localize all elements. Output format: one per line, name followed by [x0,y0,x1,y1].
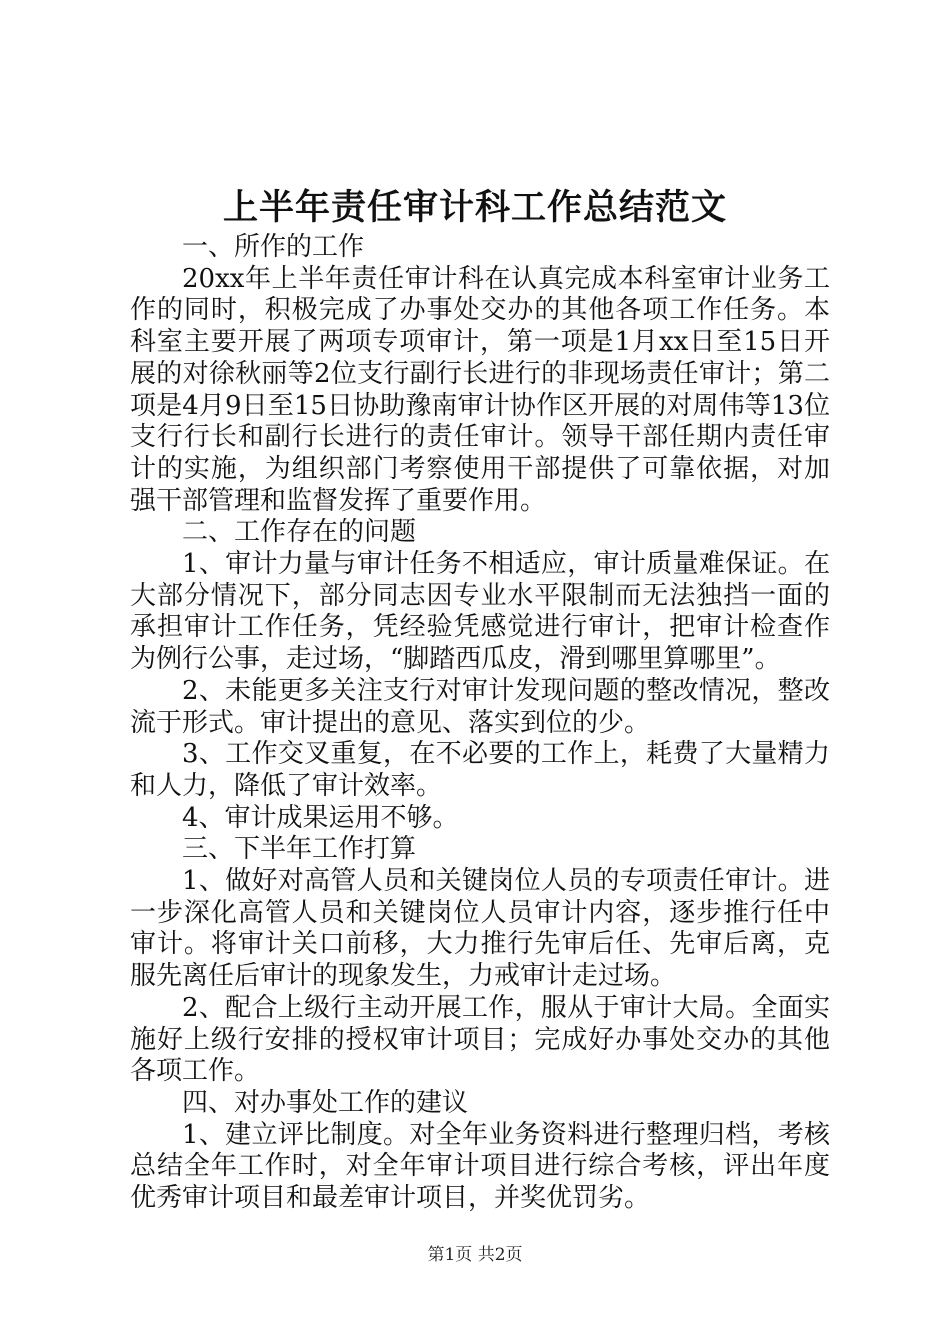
section-heading-3: 三、下半年工作打算 [182,834,417,865]
body-paragraph: 1、做好对高管人员和关键岗位人员的专项责任审计。进一步深化高管人员和关键岗位人员审计内容，逐步推行任中审计。将审计关口前移，大力推行先审后任、先审后离，克服先离任后审计的现象发生，力戒审计走过场。 [130,866,830,992]
page-footer: 第1页 共2页 [427,1245,523,1265]
body-paragraph: 3、工作交叉重复，在不必要的工作上，耗费了大量精力和人力，降低了审计效率。 [130,739,830,801]
body-paragraph: 2、未能更多关注支行对审计发现问题的整改情况，整改流于形式。审计提出的意见、落实到位的少。 [130,675,830,738]
body-paragraph: 2、配合上级行主动开展工作，服从于审计大局。全面实施好上级行安排的授权审计项目；完成好办事处交办的其他各项工作。 [130,992,830,1087]
document-title: 上半年责任审计科工作总结范文 [222,187,727,228]
body-paragraph: 4、审计成果运用不够。 [182,802,459,833]
document-body [130,232,830,1215]
section-heading-4: 四、对办事处工作的建议 [182,1087,469,1118]
body-paragraph: 1、审计力量与审计任务不相适应，审计质量难保证。在大部分情况下，部分同志因专业水平限制而无法独挡一面的承担审计工作任务，凭经验凭感觉进行审计，把审计检查作为例行公事，走过场，“脚踏西瓜皮，滑到哪里算哪里”。 [130,549,830,675]
section-heading-2: 二、工作存在的问题 [182,517,417,548]
body-paragraph: 1、建立评比制度。对全年业务资料进行整理归档，考核总结全年工作时，对全年审计项目进行综合考核，评出年度优秀审计项目和最差审计项目，并奖优罚劣。 [130,1119,830,1214]
section-heading-1: 一、所作的工作 [182,232,365,262]
body-paragraph: 20xx年上半年责任审计科在认真完成本科室审计业务工作的同时，积极完成了办事处交办的其他各项工作任务。本科室主要开展了两项专项审计，第一项是1月xx日至15日开展的对徐秋丽等2位支行副行长进行的非现场责任审计；第二项是4月9日至15日协助豫南审计协作区开展的对周伟等13位支行行长和副行长进行的责任审计。领导干部任期内责任审计的实施，为组织部门考察使用干部提供了可靠依据，对加强干部管理和监督发挥了重要作用。 [130,263,830,516]
